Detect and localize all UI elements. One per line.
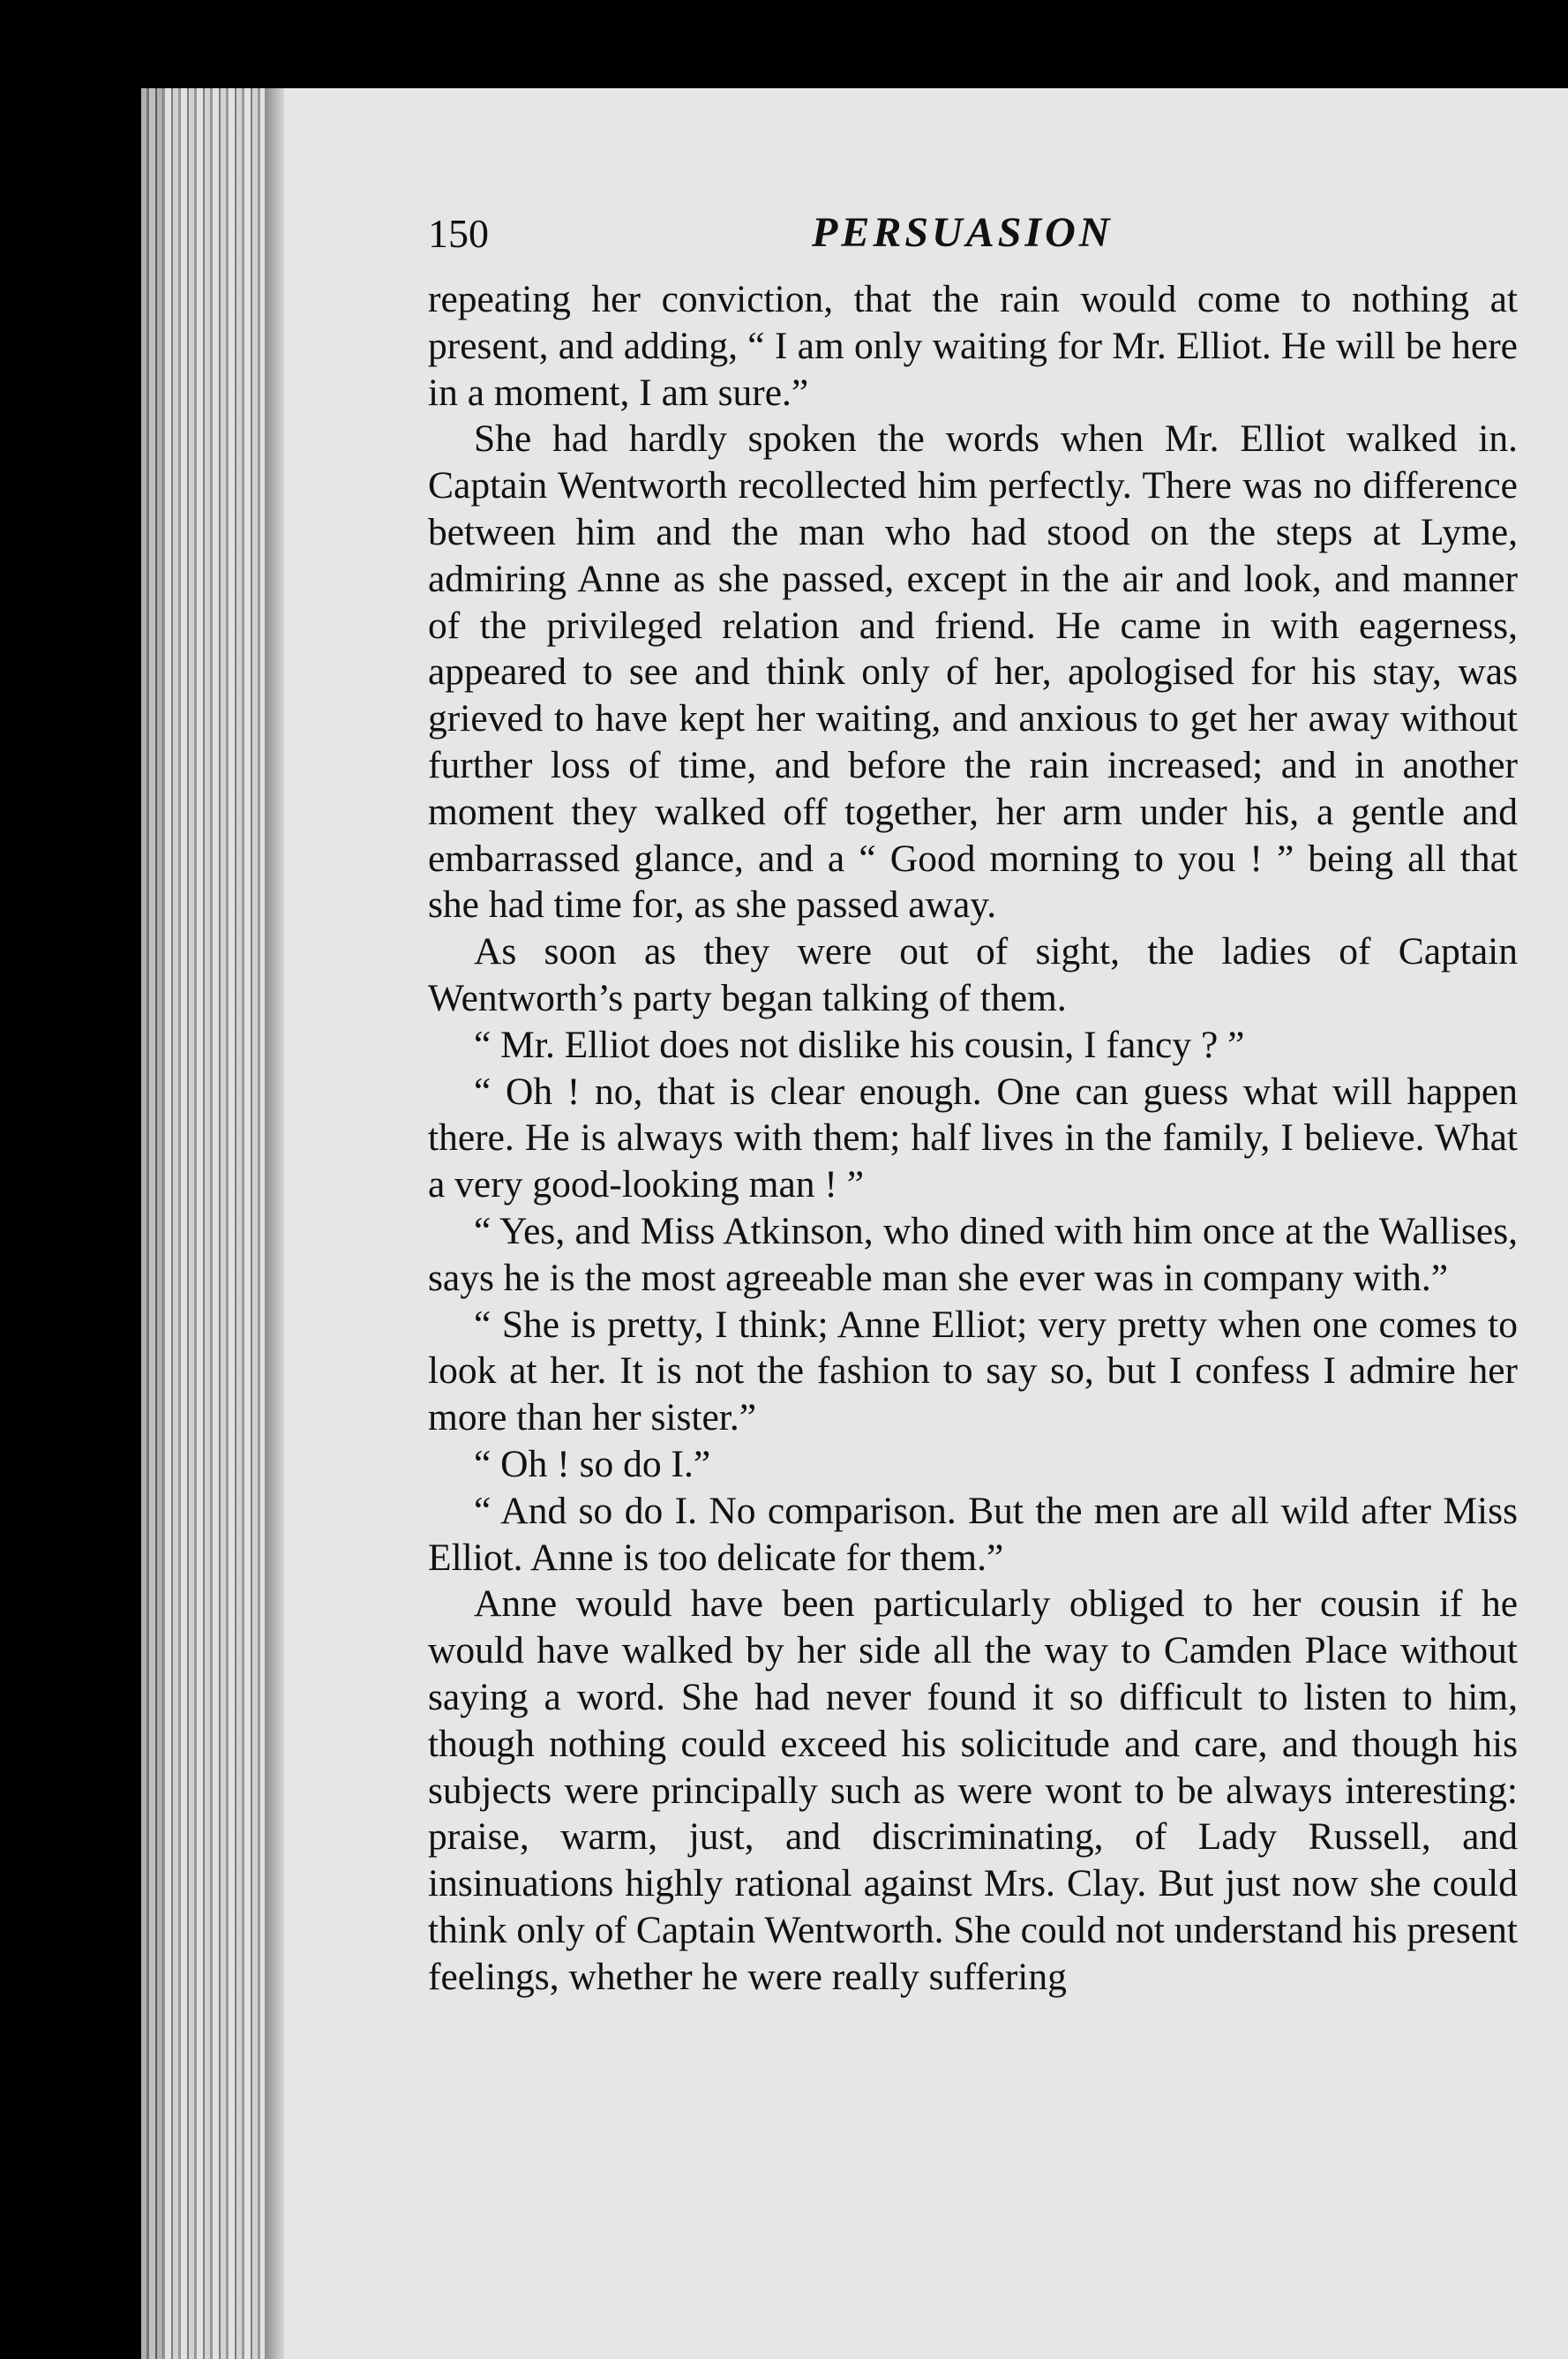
paragraph: “ Yes, and Miss Atkinson, who dined with him once at the Wallises, says he is the most agreeable man she ever was in company with.”: [428, 1209, 1518, 1299]
paragraph: As soon as they were out of sight, the ladies of Captain Wentworth’s party began talking of them.: [428, 930, 1518, 1019]
book-spine-edges: [141, 88, 282, 2359]
page-gutter-shadow: [265, 88, 284, 2359]
page-content: [428, 192, 1518, 2000]
running-title: PERSUASION: [812, 209, 1114, 256]
paragraph: “ Mr. Elliot does not dislike his cousin, I fancy ? ”: [474, 1023, 1245, 1066]
body-text: [428, 276, 1518, 2000]
paragraph: Anne would have been particularly obliged to her cousin if he would have walked by her side all the way to Camden Place without saying a word. She had never found it so difficult to listen to him, though nothing could exceed his solicitude and care, and though his subjects were principally such as were wont to be always interesting: praise, warm, just, and discriminating, of Lady Russell, and insinuations highly rational against Mrs. Clay. But just now she could think only of Captain Wentworth. She could not understand his present feelings, whether he were really suffering: [428, 1582, 1518, 1998]
page-number: 150: [428, 211, 489, 256]
paragraph: “ She is pretty, I think; Anne Elliot; very pretty when one comes to look at her. It is not the fashion to say so, but I confess I admire her more than her sister.”: [428, 1303, 1518, 1439]
paragraph: “ Oh ! no, that is clear enough. One can guess what will happen there. He is always with them; half lives in the family, I believe. What a very good-looking man ! ”: [428, 1070, 1518, 1206]
running-head: [428, 192, 1518, 276]
paragraph: repeating her conviction, that the rain would come to nothing at present, and adding, “ I am only waiting for Mr. Elliot. He will be here in a moment, I am sure.”: [428, 278, 1518, 414]
paragraph: She had hardly spoken the words when Mr. Elliot walked in. Captain Wentworth recollected him perfectly. There was no difference between him and the man who had stood on the steps at Lyme, admiring Anne as she passed, except in the air and look, and manner of the privileged relation and friend. He came in with eagerness, appeared to see and think only of her, apologised for his stay, was grieved to have kept her waiting, and anxious to get her away without further loss of time, and before the rain increased; and in another moment they walked off together, her arm under his, a gentle and embarrassed glance, and a “ Good morning to you ! ” being all that she had time for, as she passed away.: [428, 417, 1518, 927]
paragraph: “ And so do I. No comparison. But the men are all wild after Miss Elliot. Anne is too delicate for them.”: [428, 1489, 1518, 1579]
paragraph: “ Oh ! so do I.”: [474, 1442, 711, 1485]
